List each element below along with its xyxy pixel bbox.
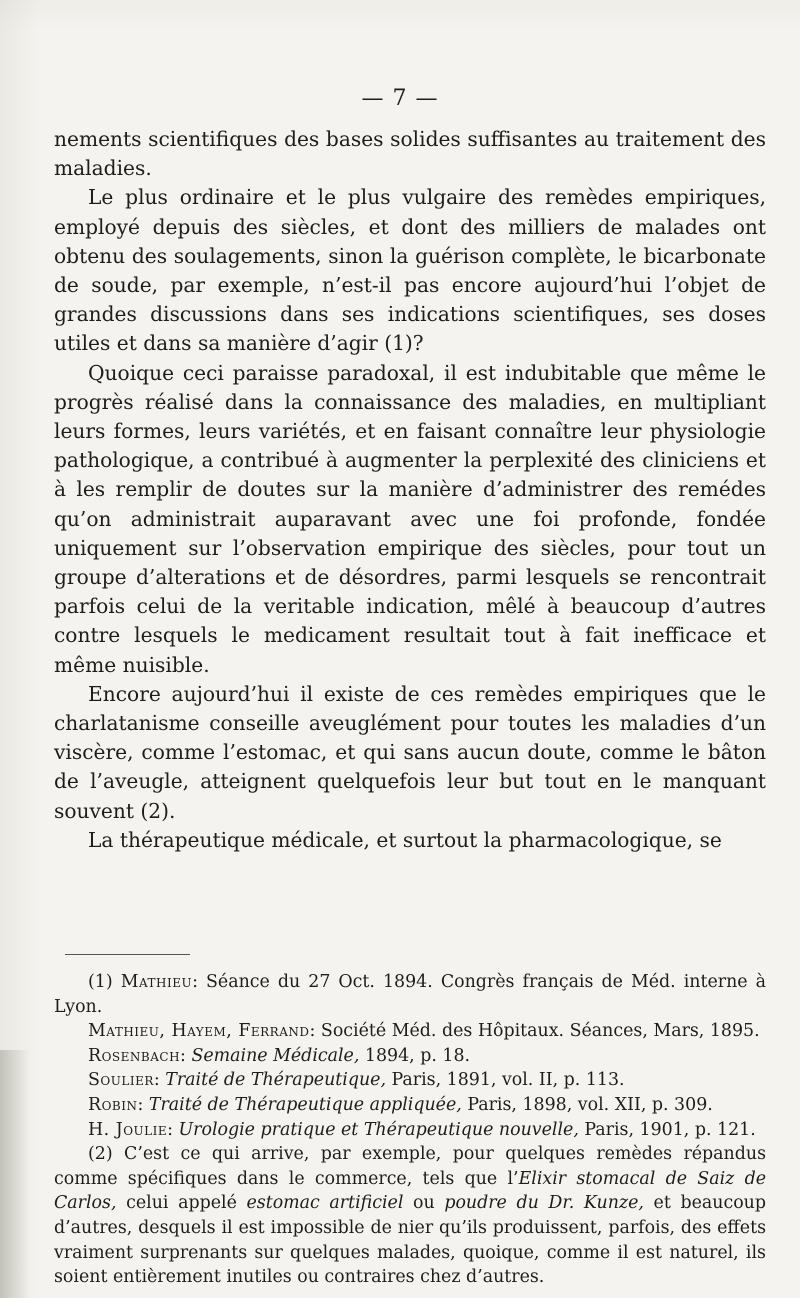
body-text: [54, 125, 766, 855]
footnote-text: Paris, 1901, p. 121.: [578, 1119, 756, 1140]
page-edge-shadow: [0, 1050, 30, 1298]
paragraph-3: Quoique ceci paraisse paradoxal, il est indubitable que même le progrès réalisé dans la connaissance des maladies, en multipliant leurs formes, leurs variétés, et en faisant connaître leur physiologie pathologique, a contribué à augmenter la perplexité des cliniciens et à les remplir de doutes sur la manière d’administrer des remédes qu’on administrait auparavant avec une foi profonde, fondée uniquement sur l’observation empirique des siècles, pour tout un groupe d’alterations et de désordres, parmi lesquels se rencontrait parfois celui de la veritable indication, mêlé à beaucoup d’autres contre lesquels le medicament resultait tout à fait inefficace et même nuisible.: [54, 360, 766, 677]
footnote-divider: [65, 954, 190, 955]
footnotes: [54, 970, 766, 1290]
footnote-author: Rosenbach: [88, 1045, 181, 1066]
page-number: — 7 —: [361, 86, 439, 111]
footnote-title: Elixir stomacal de Saiz de Carlos,: [54, 1168, 766, 1214]
footnote-1-line-1: [54, 970, 766, 1019]
footnote-author: Mathieu: [120, 972, 193, 992]
footnote-text: : Société Méd. des Hôpitaux. Séances, Mars, 1895.: [309, 1021, 760, 1042]
footnote-text: 1894, p. 18.: [359, 1045, 471, 1066]
footnote-title: Urologie pratique et Thérapeutique nouvelle,: [178, 1119, 579, 1140]
footnote-1-line-4: Soulier: Traité de Thérapeutique, Paris, 1891, vol. II, p. 113.: [88, 1070, 625, 1091]
paragraph-5: La thérapeutique médicale, et surtout la pharmacologique, se: [88, 827, 722, 852]
footnote-1-line-3: Rosenbach: Semaine Médicale, 1894, p. 18.: [88, 1045, 471, 1066]
footnote-marker: (1): [88, 972, 113, 992]
footnote-title: Semaine Médicale,: [191, 1045, 360, 1066]
footnote-2: [54, 1142, 766, 1290]
footnote-1-line-6: H. Joulie: Urologie pratique et Thérapeutique nouvelle, Paris, 1901, p. 121.: [88, 1119, 756, 1140]
footnote-text: ou: [403, 1193, 445, 1214]
footnote-title: estomac artificiel: [246, 1193, 404, 1214]
paragraph-1: nements scientifiques des bases solides suffisantes au traitement des maladies.: [54, 127, 766, 181]
footnote-author: Soulier: [88, 1070, 154, 1091]
footnote-marker: (2): [88, 1144, 113, 1165]
footnote-text: celui appelé: [116, 1193, 247, 1214]
footnote-title: Traité de Thérapeutique appliquée,: [148, 1094, 462, 1115]
footnote-author: Robin: [88, 1094, 138, 1115]
footnote-text: : Séance du 27 Oct. 1894. Congrès français de Méd. interne à Lyon.: [54, 972, 767, 1017]
footnote-author: Mathieu, Hayem, Ferrand: [88, 1021, 310, 1042]
footnote-text: C’est ce qui arrive, par exemple, pour quelques remèdes répandus comme spécifiques dans le commerce, tels que l’: [54, 1144, 767, 1189]
footnote-text: Paris, 1891, vol. II, p. 113.: [385, 1070, 625, 1091]
footnote-title: Traité de Thérapeutique,: [165, 1070, 386, 1091]
footnote-text: Paris, 1898, vol. XII, p. 309.: [461, 1094, 713, 1115]
footnote-author: H. Joulie: [88, 1119, 168, 1140]
footnote-title: poudre du Dr. Kunze,: [444, 1193, 644, 1214]
footnote-1-line-5: Robin: Traité de Thérapeutique appliquée, Paris, 1898, vol. XII, p. 309.: [88, 1094, 713, 1115]
paragraph-2: Le plus ordinaire et le plus vulgaire des remèdes empiriques, employé depuis des siècles, et dont des milliers de malades ont obtenu des soulagements, sinon la guérison complète, le bicarbonate de soude, par exemple, n’est-il pas encore aujourd’hui l’objet de grandes discussions dans ses indications scientifiques, ses doses utiles et dans sa manière d’agir (1)?: [54, 185, 766, 356]
paragraph-4: Encore aujourd’hui il existe de ces remèdes empiriques que le charlatanisme conseille aveuglément pour toutes les maladies d’un viscère, comme l’estomac, et qui sans aucun doute, comme le bâton de l’aveugle, atteignent quelquefois leur but tout en le manquant souvent (2).: [54, 681, 766, 823]
footnote-text: et beaucoup d’autres, desquels il est impossible de nier qu’ils produissent, parfois, des effets vraiment surprenants sur quelques malades, quoique, comme il est naturel, ils soient entièrement inutiles ou contraires chez d’autres.: [54, 1193, 767, 1288]
footnote-1-line-2: [54, 1019, 766, 1044]
